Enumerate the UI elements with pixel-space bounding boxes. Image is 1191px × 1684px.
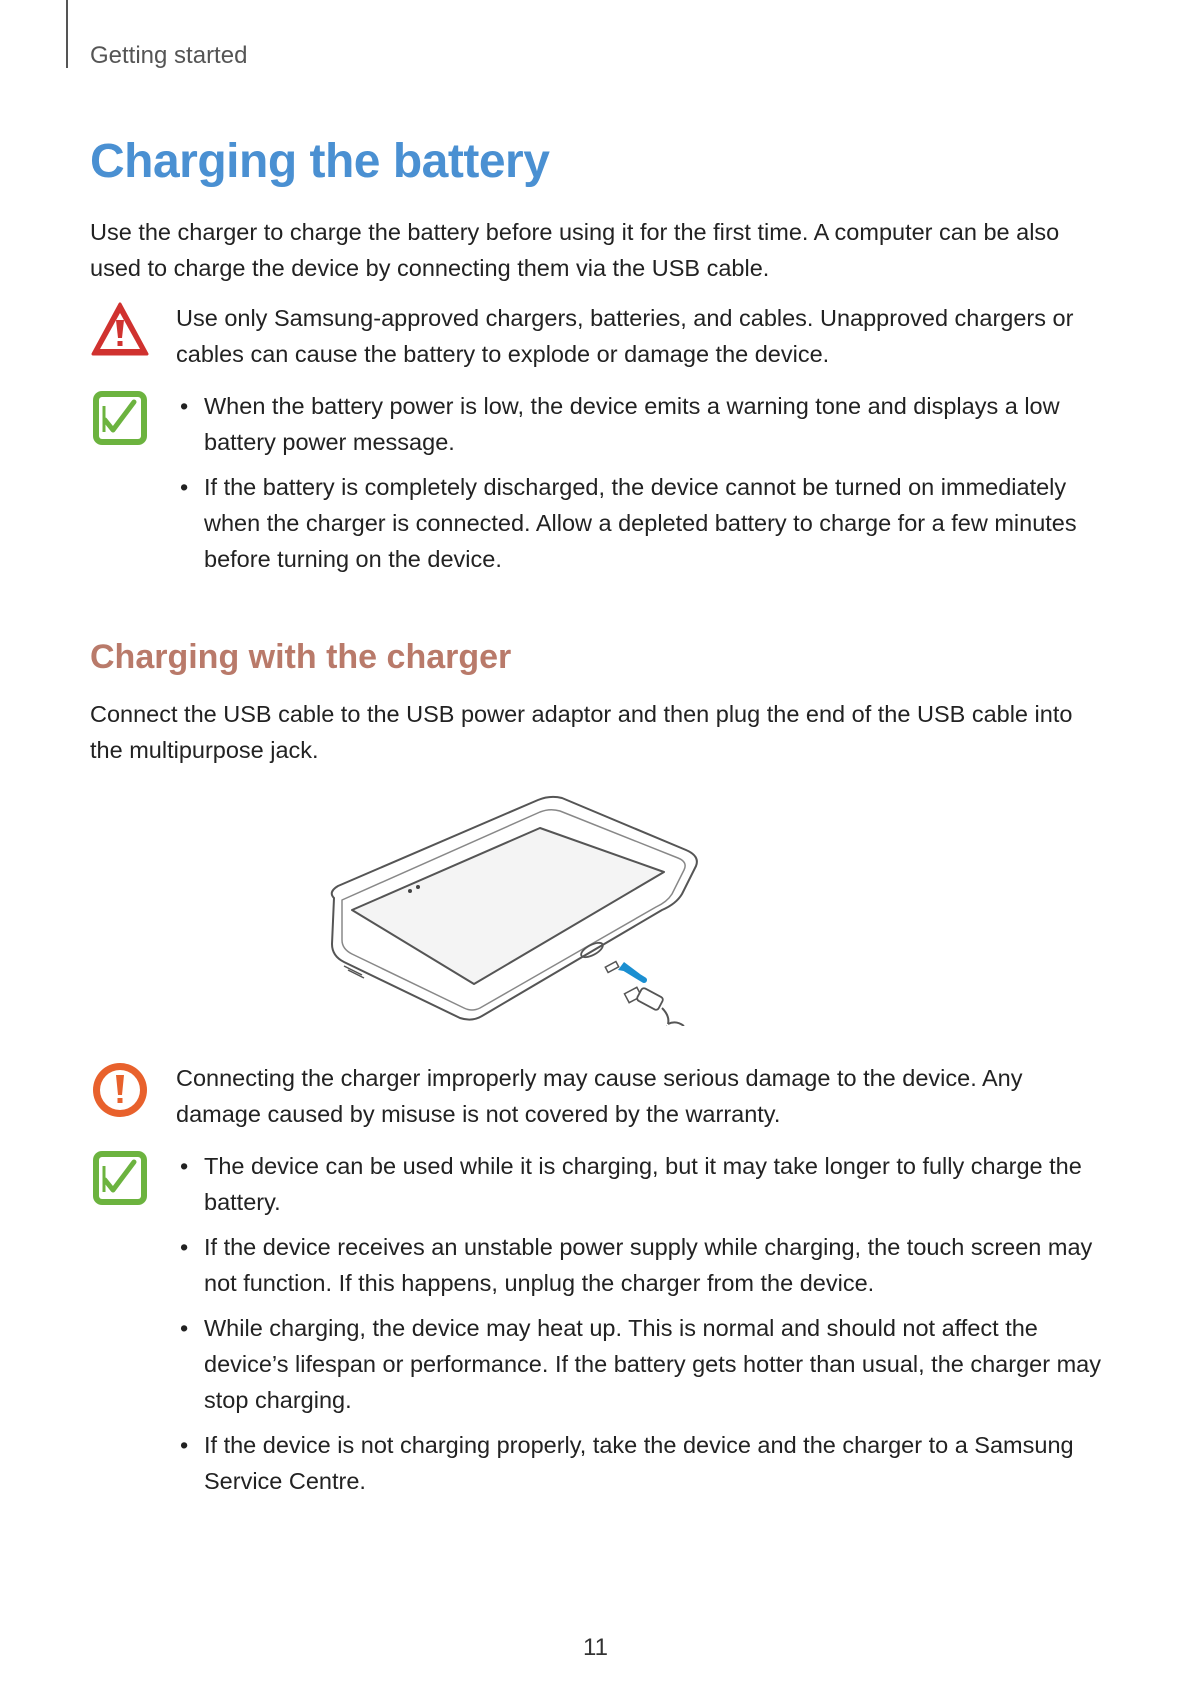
bullet-dot: • [180,1153,189,1179]
caution-circle-icon [90,1060,150,1120]
list-item: • If the device is not charging properly, take the device and the charger to a Samsung Service Centre. [176,1427,1118,1499]
caution-text: Connecting the charger improperly may cause serious damage to the device. Any damage caused by misuse is not covered by the warranty. [176,1065,1023,1127]
bullet-dot: • [180,474,189,500]
list-item: • While charging, the device may heat up. This is normal and should not affect the device’s lifespan or performance. If the battery gets hotter than usual, the charger may stop charging. [176,1310,1118,1418]
instructions-paragraph: Connect the USB cable to the USB power adaptor and then plug the end of the USB cable into the multipurpose jack. [90,701,1073,763]
note-check-icon [90,388,150,448]
info-note-2-list [176,1148,1118,1499]
tablet-charging-illustration [326,794,726,1026]
warning-text: Use only Samsung-approved chargers, batteries, and cables. Unapproved chargers or cables can cause the battery to explode or damage the device. [176,305,1074,367]
info-note-1-list [176,388,1118,577]
list-item: • When the battery power is low, the device emits a warning tone and displays a low battery power message. [176,388,1118,460]
bullet-dot: • [180,393,189,419]
list-item: • If the battery is completely discharged, the device cannot be turned on immediately when the charger is connected. Allow a depleted battery to charge for a few minutes before turning on the device. [176,469,1118,577]
page-title: Charging the battery [90,135,550,188]
warning-note [90,300,1110,372]
warning-triangle-icon [90,300,150,360]
section-subtitle: Charging with the charger [90,638,512,676]
info-note-2 [90,1148,1110,1508]
info-note-1 [90,388,1110,586]
header-divider [66,0,68,68]
section-label: Getting started [90,42,248,69]
page-number: 11 [583,1634,608,1661]
bullet-dot: • [180,1432,189,1458]
bullet-dot: • [180,1315,189,1341]
intro-paragraph: Use the charger to charge the battery before using it for the first time. A computer can be also used to charge the device by connecting them via the USB cable. [90,219,1060,281]
note-check-icon [90,1148,150,1208]
list-item: • The device can be used while it is charging, but it may take longer to fully charge the battery. [176,1148,1118,1220]
caution-note [90,1060,1110,1132]
list-item: • If the device receives an unstable power supply while charging, the touch screen may not function. If this happens, unplug the charger from the device. [176,1229,1118,1301]
bullet-dot: • [180,1234,189,1260]
